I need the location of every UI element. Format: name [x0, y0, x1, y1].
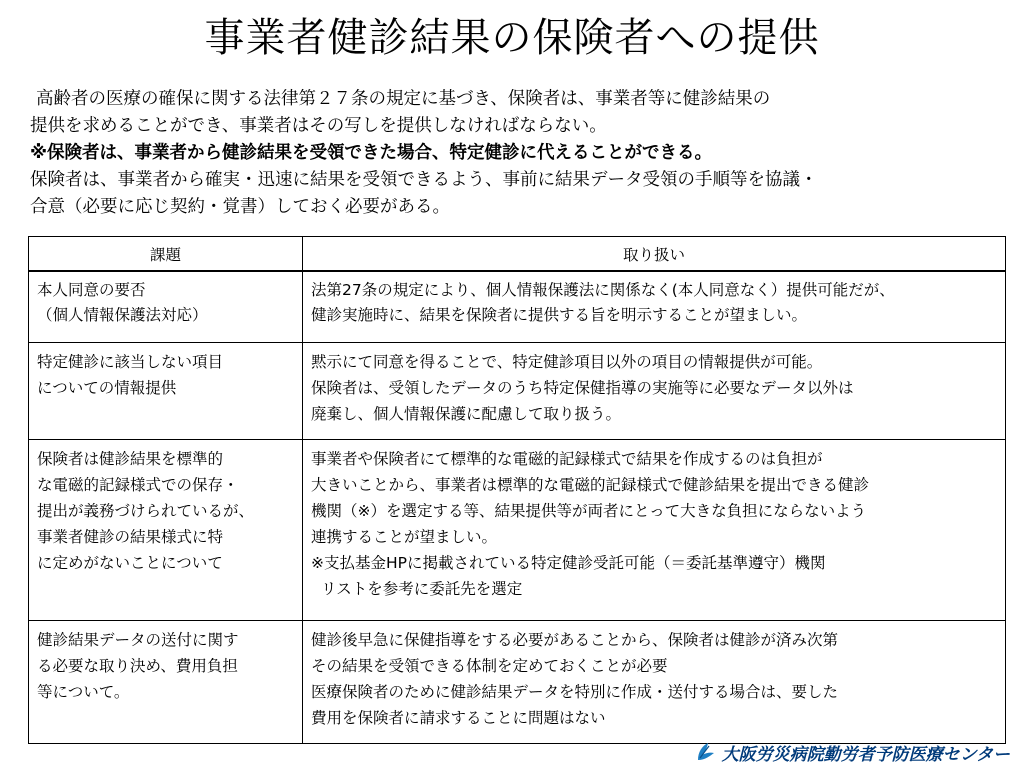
handling-cell — [303, 621, 1006, 744]
table-row — [29, 271, 1006, 343]
issue-line: 健診結果データの送付に関す — [37, 631, 239, 649]
handling-cell — [303, 271, 1006, 343]
issue-cell — [29, 271, 303, 343]
intro-line-5: 合意（必要に応じ契約・覚書）しておく必要がある。 — [30, 197, 450, 217]
issue-line: な電磁的記録様式での保存・ — [37, 476, 239, 494]
issue-line: 事業者健診の結果様式に特 — [37, 528, 224, 546]
issues-table — [28, 236, 1006, 744]
handling-line: 大きいことから、事業者は標準的な電磁的記録様式で健診結果を提出できる健診 — [311, 476, 870, 494]
footer-org-name: 大阪労災病院勤労者予防医療センター — [721, 744, 1010, 765]
issue-line: に定めがないことについて — [37, 554, 223, 572]
handling-line: 健診後早急に保健指導をする必要があることから、保険者は健診が済み次第 — [311, 631, 839, 649]
handling-line: 健診実施時に、結果を保険者に提供する旨を明示することが望ましい。 — [311, 306, 808, 324]
intro-line-3-emphasis: ※保険者は、事業者から健診結果を受領できた場合、特定健診に代えることができる。 — [30, 143, 713, 163]
table-row — [29, 343, 1006, 440]
table-row — [29, 440, 1006, 621]
issue-line: 提出が義務づけられているが、 — [37, 502, 255, 520]
handling-line: 廃棄し、個人情報保護に配慮して取り扱う。 — [311, 405, 622, 423]
intro-line-4: 保険者は、事業者から確実・迅速に結果を受領できるよう、事前に結果データ受領の手順等を協議・ — [30, 170, 818, 190]
handling-line: リストを参考に委託先を選定 — [321, 580, 523, 598]
issue-line: 保険者は健診結果を標準的 — [37, 450, 224, 468]
issue-line: る必要な取り決め、費用負担 — [37, 657, 238, 675]
handling-line: ※支払基金HPに掲載されている特定健診受託可能（＝委託基準遵守）機関 — [311, 554, 826, 572]
handling-cell — [303, 440, 1006, 621]
issue-line: 本人同意の要否 — [37, 281, 146, 299]
handling-line: 連携することが望ましい。 — [311, 528, 498, 546]
intro-line-2: 提供を求めることができ、事業者はその写しを提供しなければならない。 — [30, 116, 607, 136]
handling-line: 法第27条の規定により、個人情報保護法に関係なく(本人同意なく）提供可能だが、 — [311, 281, 895, 299]
table-header-row — [29, 237, 1006, 272]
issue-line: についての情報提供 — [37, 379, 177, 397]
handling-line: 医療保険者のために健診結果データを特別に作成・送付する場合は、要した — [311, 683, 839, 701]
handling-line: その結果を受領できる体制を定めておくことが必要 — [311, 657, 668, 675]
handling-line: 黙示にて同意を得ることで、特定健診項目以外の項目の情報提供が可能。 — [311, 353, 823, 371]
hand-leaf-logo-icon — [694, 740, 718, 764]
handling-cell — [303, 343, 1006, 440]
issue-cell — [29, 621, 303, 744]
issue-line: （個人情報保護法対応） — [37, 306, 208, 324]
header-issue: 課題 — [29, 237, 303, 272]
table-row — [29, 621, 1006, 744]
page-title: 事業者健診結果の保険者への提供 — [204, 15, 820, 61]
issue-cell — [29, 440, 303, 621]
handling-line: 機関（※）を選定する等、結果提供等が両者にとって大きな負担にならないよう — [311, 502, 867, 520]
issue-line: 特定健診に該当しない項目 — [37, 353, 224, 371]
handling-line: 費用を保険者に請求することに問題はない — [311, 709, 606, 727]
intro-line-1: 高齢者の医療の確保に関する法律第２７条の規定に基づき、保険者は、事業者等に健診結果の — [36, 89, 771, 109]
handling-line: 事業者や保険者にて標準的な電磁的記録様式で結果を作成するのは負担が — [311, 450, 823, 468]
header-handling: 取り扱い — [303, 237, 1006, 272]
issue-line: 等について。 — [37, 683, 130, 701]
issue-cell — [29, 343, 303, 440]
footer-organization — [694, 738, 1010, 766]
handling-line: 保険者は、受領したデータのうち特定保健指導の実施等に必要なデータ以外は — [311, 379, 854, 397]
intro-paragraph — [30, 86, 1010, 221]
